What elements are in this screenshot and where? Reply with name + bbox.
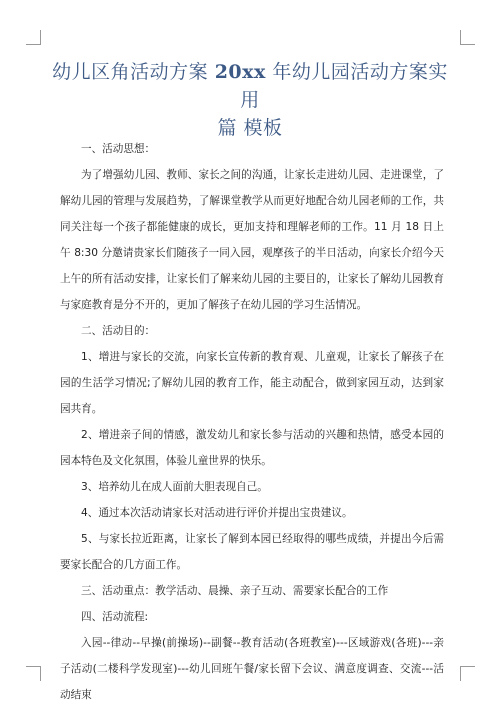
crop-mark-bottom-right [460, 666, 475, 681]
crop-mark-top-left [26, 30, 41, 45]
crop-mark-top-right [460, 30, 475, 45]
paragraph-purpose-1: 1、增进与家长的交流，向家长宣传新的教育观、儿童观，让家长了解孩子在园的生活学习情况;了解幼儿园的教育工作，能主动配合，做到家园互动，达到家园共育。 [60, 351, 444, 415]
document-title [50, 58, 450, 142]
document-body [60, 136, 444, 708]
crop-mark-bottom-left [26, 666, 41, 681]
heading-activity-purpose: 二、活动目的： [81, 325, 156, 337]
paragraph-purpose-5: 5、与家长拉近距离，让家长了解到本园已经取得的哪些成绩，并提出今后需要家长配合的几方面工作。 [60, 533, 444, 571]
heading-activity-idea: 一、活动思想： [81, 143, 156, 155]
title-year: 20xx [214, 61, 266, 83]
paragraph-purpose-4: 4、通过本次活动请家长对活动进行评价并提出宝贵建议。 [81, 507, 353, 519]
title-line-2: 篇 模板 [217, 117, 283, 139]
title-text-a: 幼儿区角活动方案 [52, 61, 215, 83]
paragraph-activity-idea: 为了增强幼儿园、教师、家长之间的沟通，让家长走进幼儿园、走进课堂，了解幼儿园的管理与发展趋势，了解课堂教学从而更好地配合幼儿园老师的工作，共同关注每一个孩子都能健康的成长，更加支持和理解老师的工作。11 月 18 日上午 8:30 分邀请贵家长们随孩子一同入园，观摩孩子的半日活动，向家长介绍今天上午的所有活动安排，让家长们了解来幼儿园的主要目的，让家长了解幼儿园教育与家庭教育是分不开的，更加了解孩子在幼儿园的学习生活情况。 [60, 169, 444, 311]
paragraph-activity-flow: 入园--律动--早操(前操场)--副餐--教育活动(各班教室)---区域游戏(各班)---亲子活动(二楼科学发现室)---幼儿回班午餐/家长留下会议、满意度调查、交流---活动结束 [60, 637, 444, 701]
heading-activity-flow: 四、活动流程: [81, 611, 149, 623]
heading-activity-focus: 三、活动重点：教学活动、晨操、亲子互动、需要家长配合的工作 [81, 585, 389, 597]
title-line-1 [50, 58, 450, 114]
paragraph-purpose-2: 2、增进亲子间的情感，激发幼儿和家长参与活动的兴趣和热情，感受本园的园本特色及文化氛围，体验儿童世界的快乐。 [60, 429, 444, 467]
title-text-b: 年幼儿园活动方案实用 [240, 61, 448, 111]
paragraph-purpose-3: 3、培养幼儿在成人面前大胆表现自己。 [81, 481, 268, 493]
